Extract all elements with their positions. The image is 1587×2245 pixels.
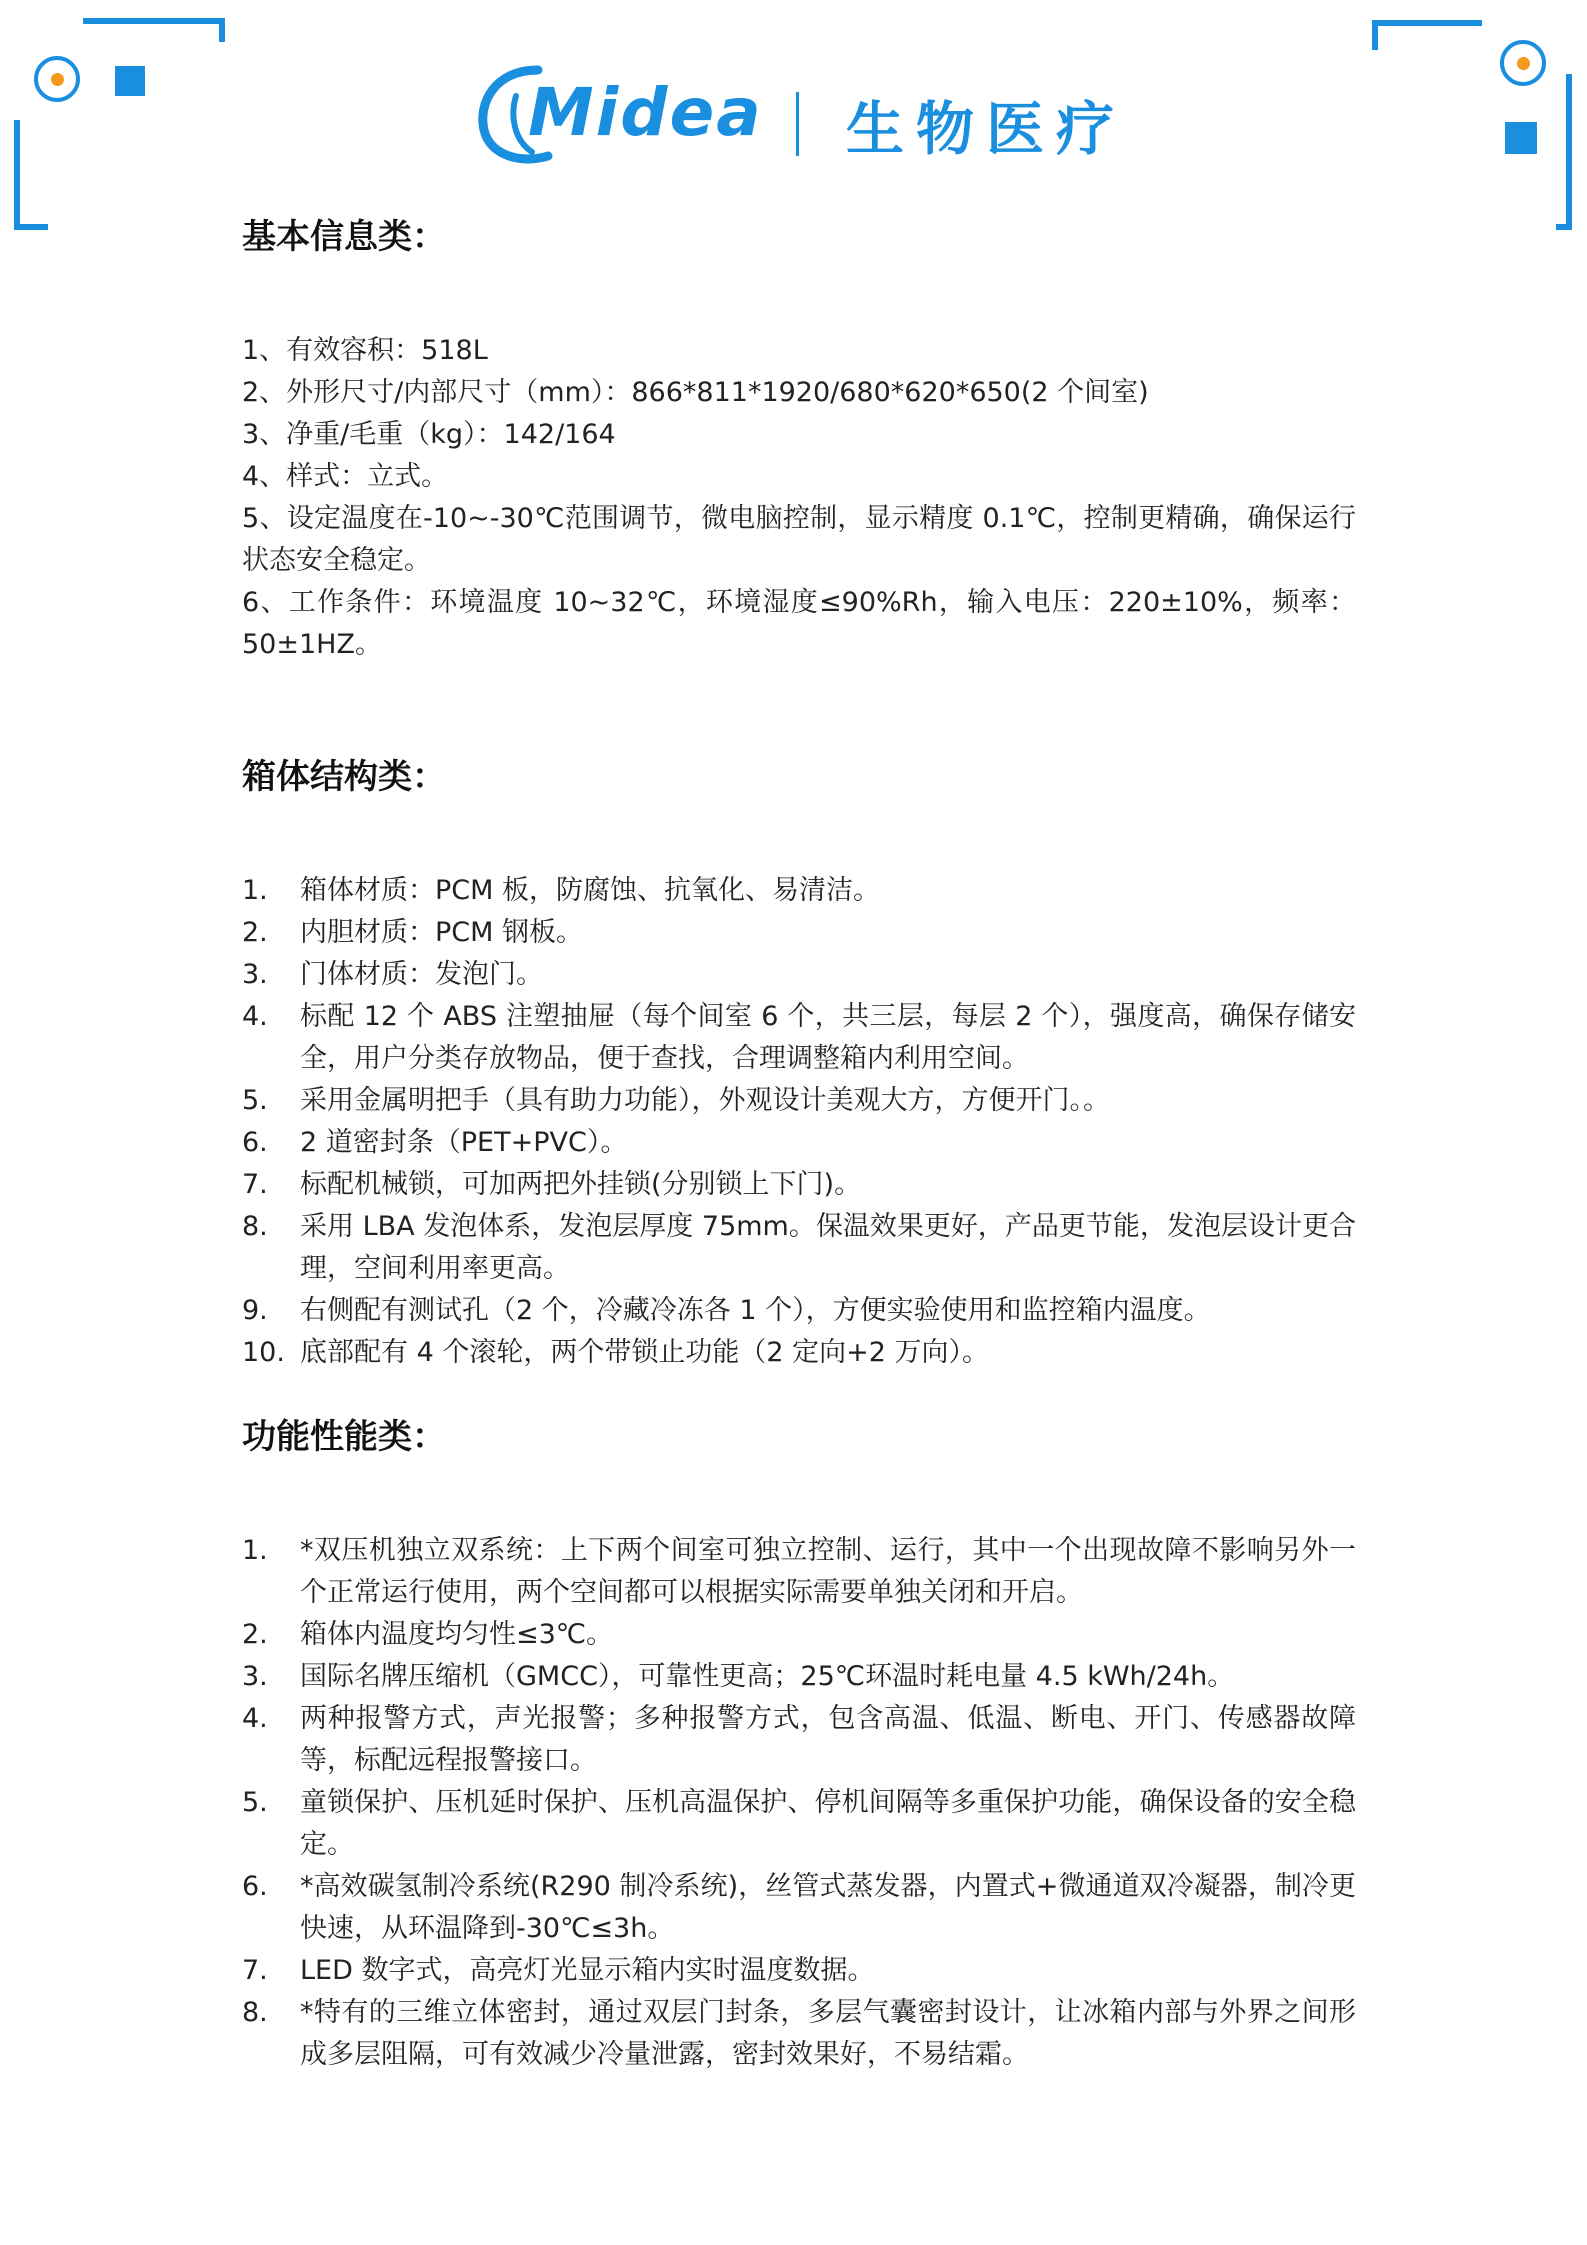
item-number: 6.: [242, 1127, 268, 1158]
brand-subtitle: 生物医疗: [846, 95, 1127, 163]
list-item: [242, 1782, 1356, 1866]
list-item: [242, 1164, 1356, 1206]
section-title-function: 功能性能类：: [242, 1417, 446, 1457]
item-number: 2.: [242, 1619, 268, 1650]
list-item: [242, 1530, 1356, 1614]
list-item: [242, 1992, 1356, 2076]
list-item: 1、有效容积：518L: [242, 335, 488, 366]
item-text: 箱体材质：PCM 板，防腐蚀、抗氧化、易清洁。: [300, 875, 881, 906]
list-item: [242, 1290, 1356, 1332]
item-text: 箱体内温度均匀性≤3℃。: [300, 1619, 614, 1650]
item-number: 7.: [242, 1955, 268, 1986]
list-item: [242, 1080, 1356, 1122]
list-item: [242, 1206, 1356, 1290]
list-item: [242, 996, 1356, 1080]
item-text: *高效碳氢制冷系统(R290 制冷系统)，丝管式蒸发器，内置式+微通道双冷凝器，制冷更快速，从环温降到-30℃≤3h。: [300, 1871, 1356, 1944]
item-text: *双压机独立双系统：上下两个间室可独立控制、运行，其中一个出现故障不影响另外一个正常运行使用，两个空间都可以根据实际需要单独关闭和开启。: [300, 1535, 1356, 1608]
item-text: 底部配有 4 个滚轮，两个带锁止功能（2 定向+2 万向）。: [300, 1337, 989, 1368]
list-item: 5、设定温度在-10~-30℃范围调节，微电脑控制，显示精度 0.1℃，控制更精确，确保运行状态安全稳定。: [242, 503, 1356, 576]
item-text: 标配机械锁，可加两把外挂锁(分别锁上下门)。: [300, 1169, 862, 1200]
item-text: 右侧配有测试孔（2 个，冷藏冷冻各 1 个），方便实验使用和监控箱内温度。: [300, 1295, 1211, 1326]
item-text: 国际名牌压缩机（GMCC），可靠性更高；25℃环温时耗电量 4.5 kWh/24h。: [300, 1661, 1235, 1692]
item-text: 门体材质：发泡门。: [300, 959, 543, 990]
list-item: [242, 870, 1356, 912]
item-number: 8.: [242, 1211, 268, 1242]
item-number: 1.: [242, 875, 268, 906]
document-body: [242, 212, 1356, 2076]
list-item: [242, 1614, 1356, 1656]
list-item: [242, 1122, 1356, 1164]
list-item: 6、工作条件：环境温度 10~32℃，环境湿度≤90%Rh，输入电压：220±10%，频率：50±1HZ。: [242, 587, 1356, 660]
list-item: [242, 912, 1356, 954]
structure-list: [242, 870, 1356, 1374]
list-item: 4、样式：立式。: [242, 461, 449, 492]
list-item: [242, 1656, 1356, 1698]
list-item: [242, 1950, 1356, 1992]
list-item: 2、外形尺寸/内部尺寸（mm）：866*811*1920/680*620*650(2 个间室): [242, 377, 1149, 408]
function-list: [242, 1530, 1356, 2076]
item-number: 5.: [242, 1085, 268, 1116]
brand-logo-text: Midea: [528, 74, 763, 151]
list-item: [242, 1332, 1356, 1374]
item-number: 1.: [242, 1535, 268, 1566]
item-text: 标配 12 个 ABS 注塑抽屉（每个间室 6 个，共三层，每层 2 个），强度高，确保存储安全，用户分类存放物品，便于查找，合理调整箱内利用空间。: [300, 1001, 1356, 1074]
basic-info-list: [242, 330, 1356, 666]
item-number: 8.: [242, 1997, 268, 2028]
list-item: 3、净重/毛重（kg）：142/164: [242, 419, 616, 450]
item-number: 3.: [242, 1661, 268, 1692]
item-number: 9.: [242, 1295, 268, 1326]
item-text: 两种报警方式，声光报警；多种报警方式，包含高温、低温、断电、开门、传感器故障等，标配远程报警接口。: [300, 1703, 1356, 1776]
item-number: 6.: [242, 1871, 268, 1902]
item-number: 2.: [242, 917, 268, 948]
item-text: 内胆材质：PCM 钢板。: [300, 917, 584, 948]
item-number: 10.: [242, 1337, 285, 1368]
item-number: 7.: [242, 1169, 268, 1200]
list-item: [242, 1866, 1356, 1950]
item-text: 采用 LBA 发泡体系，发泡层厚度 75mm。保温效果更好，产品更节能，发泡层设计更合理，空间利用率更高。: [300, 1211, 1356, 1284]
item-text: 童锁保护、压机延时保护、压机高温保护、停机间隔等多重保护功能，确保设备的安全稳定。: [300, 1787, 1356, 1860]
item-number: 5.: [242, 1787, 268, 1818]
item-number: 3.: [242, 959, 268, 990]
item-text: 2 道密封条（PET+PVC）。: [300, 1127, 628, 1158]
logo-divider: [796, 92, 799, 156]
item-text: *特有的三维立体密封，通过双层门封条，多层气囊密封设计，让冰箱内部与外界之间形成多层阻隔，可有效减少冷量泄露，密封效果好，不易结霜。: [300, 1997, 1356, 2070]
section-title-structure: 箱体结构类：: [242, 757, 446, 797]
list-item: [242, 1698, 1356, 1782]
item-number: 4.: [242, 1001, 268, 1032]
item-text: 采用金属明把手（具有助力功能），外观设计美观大方，方便开门。。: [300, 1085, 1110, 1116]
section-title-basic: 基本信息类：: [242, 217, 446, 257]
header: [0, 58, 1587, 168]
item-number: 4.: [242, 1703, 268, 1734]
item-text: LED 数字式，高亮灯光显示箱内实时温度数据。: [300, 1955, 875, 1986]
list-item: [242, 954, 1356, 996]
